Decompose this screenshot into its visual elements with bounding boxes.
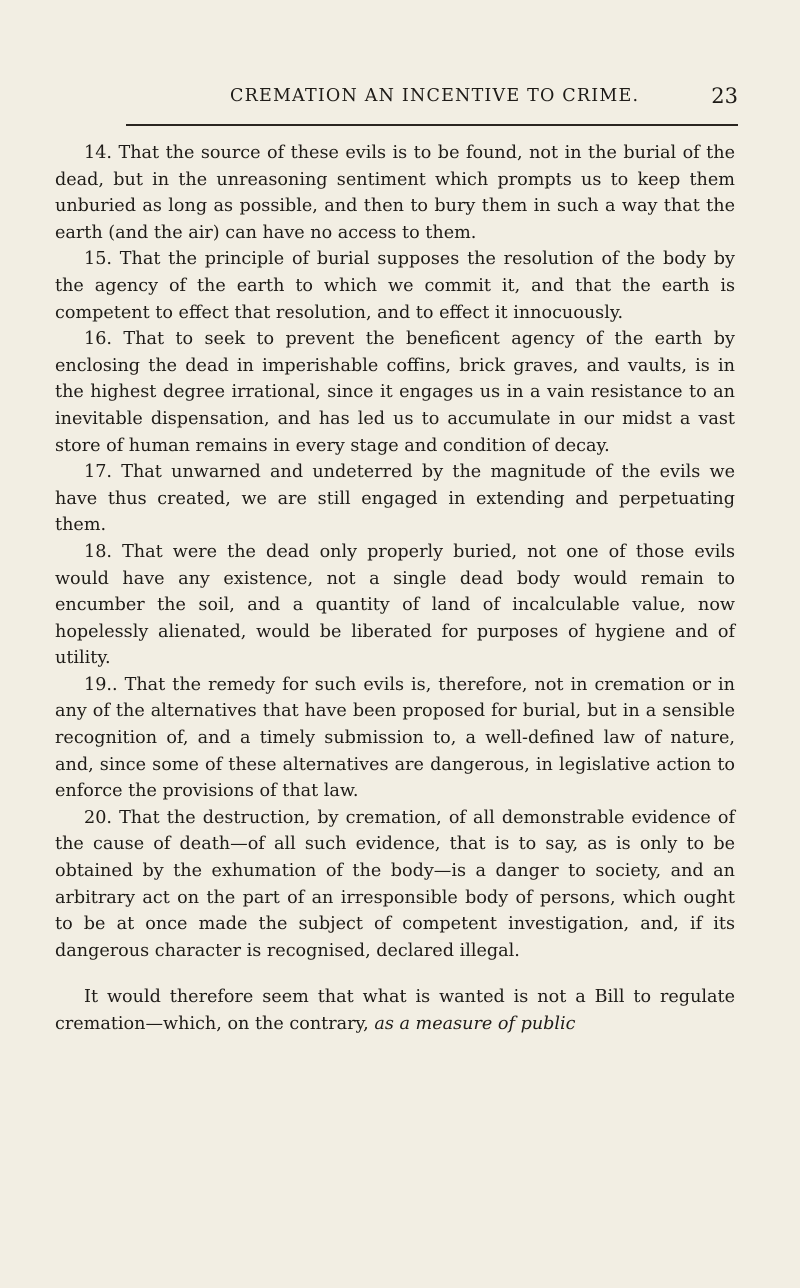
running-title: CREMATION AN INCENTIVE TO CRIME. (230, 86, 640, 106)
paragraph-15: 15. That the principle of burial supposes the resolution of the body by the agency of the earth to which we commit it, and that the earth is competent to effect that resolution, and to effect it innocuously. (55, 249, 735, 323)
paragraph-14: 14. That the source of these evils is to be found, not in the burial of the dead, but in the unreasoning sentiment which prompts us to keep them unburied as long as possible, and then to bury them in such a way that the earth (and the air) can have no access to them. (55, 143, 735, 243)
paragraph-18: 18. That were the dead only properly buried, not one of those evils would have any existence, not a single dead body would remain to encumber the soil, and a quantity of land of incalculable value, now hopelessly alienated, would be liberated for purposes of hygiene and of utility. (55, 541, 735, 669)
page-number: 23 (711, 84, 738, 108)
running-head (122, 86, 738, 112)
closing-text: It would therefore seem that what is wanted is not a Bill to regulate cremation—which, on the contrary, (55, 987, 735, 1034)
body-text (55, 140, 735, 1038)
closing-paragraph (55, 984, 735, 1037)
paragraph-20: 20. That the destruction, by cremation, of all demonstrable evidence of the cause of death—of all such evidence, that is to say, as is only to be obtained by the exhumation of the body—is a danger to society, and an arbitrary act on the part of an irresponsible body of persons, which ought to be at once made the subject of competent investigation, and, if its dangerous character is recognised, declared illegal. (55, 807, 735, 961)
closing-italic-text: as a measure of public (374, 1014, 576, 1034)
paragraph-17: 17. That unwarned and undeterred by the magnitude of the evils we have thus created, we are still engaged in extending and perpetuating them. (55, 462, 735, 536)
header-rule (126, 124, 738, 126)
paragraph-19: 19.. That the remedy for such evils is, therefore, not in cremation or in any of the alternatives that have been proposed for burial, but in a sensible recognition of, and a timely submission to, a well-defined law of nature, and, since some of these alternatives are dangerous, in legislative action to enforce the provisions of that law. (55, 674, 735, 802)
paragraph-16: 16. That to seek to prevent the beneficent agency of the earth by enclosing the dead in imperishable coffins, brick graves, and vaults, is in the highest degree irrational, since it engages us in a vain resistance to an inevitable dispensation, and has led us to accumulate in our midst a vast store of human remains in every stage and condition of decay. (55, 329, 735, 456)
